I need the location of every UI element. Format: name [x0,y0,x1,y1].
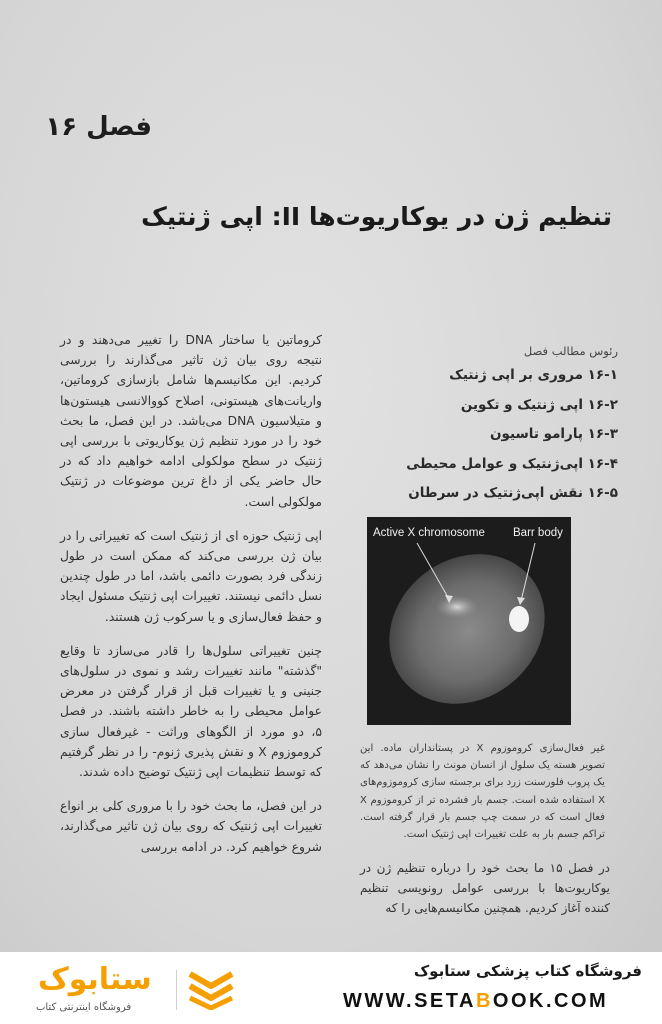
barr-body-signal [509,606,529,632]
url-accent: B [475,990,493,1012]
setabook-logo-icon [186,968,236,1010]
left-column [60,330,322,871]
paragraph: کروماتین یا ساختار DNA را تغییر می‌دهند و در نتیجه روی بیان ژن تاثیر می‌گذارند را بررسی کردیم. این مکانیسم‌ها شامل بازسازی کروماتین، واریانت‌های هیستونی، اصلاح کووالانسی هیستون‌ها و متیلاسیون DNA می‌باشد. در این فصل، ما بحث خود را در مورد تنظیم ژن یوکاریوتی با بررسی اپی ژنتیک در سطح مولکولی ادامه خواهیم داد که در حال حاضر یکی از داغ ترین موضوعات در ژنتیک مولکولی است. [60,333,322,509]
paragraph: چنین تغییراتی سلول‌ها را قادر می‌سازد تا وقایع "گذشته" مانند تغییرات رشد و نموی در سلول‌های جنینی و یا تغییرات قبل از قرار گرفتن در معرض عوامل محیطی را به خاطر داشته باشند. در فصل ۵، دو مورد از الگوهای وراثت - غیرفعال سازی کروموزوم X و نقش پذیری ژنوم- را در نظر گرفتیم که توسط تنظیمات اپی ژنتیک توضیح داده شدند. [60,643,322,780]
outline-item: ۱۶-۳ پارامو تاسیون [490,426,618,442]
figure-caption: غیر فعال‌سازی کروموزوم X در پستانداران ماده. این تصویر هسته یک سلول از انسان مونث را نشان می‌دهد که یک پروب فلورسنت زرد برای برجسته سازی کروموزوم‌های X استفاده شده است. جسم بار فشرده تر از کروموزوم X فعال است که در سمت چپ جسم بار قرار گرفته است. تراکم جسم بار به علت تغییرات اپی ژنتیک است. [360,743,605,841]
outline-item: ۱۶-۴ اپی‌ژنتیک و عوامل محیطی [406,455,618,472]
barr-body-micrograph [367,517,571,725]
label-barr-body: Barr body [513,527,563,539]
right-column-text: در فصل ۱۵ ما بحث خود را درباره تنظیم ژن در یوکاریوت‌ها با بررسی عوامل رونویسی تنظیم کننده آغاز کردیم. همچنین مکانیسم‌هایی را که [360,861,610,915]
nucleus [367,523,571,725]
paragraph: در این فصل، ما بحث خود را با مروری کلی بر انواع تغییرات اپی ژنتیک که روی بیان ژن تاثیر می‌گذارند، شروع خواهیم کرد. در ادامه بررسی [60,799,322,854]
outline-item: ۱۶-۵ نقش اپی‌ژنتیک در سرطان [408,485,618,501]
label-active-x: Active X chromosome [373,527,485,539]
chapter-outline [358,364,618,512]
logo-divider [176,970,177,1010]
chapter-title: تنظیم ژن در یوکاریوت‌ها II: اپی ژنتیک [141,202,612,231]
store-name: فروشگاه کتاب پزشکی ستابوک [413,962,642,980]
nucleus-image [367,517,571,725]
active-x-signal [435,595,479,619]
store-url[interactable] [343,990,608,1013]
url-prefix: WWW.SETA [343,990,476,1012]
url-suffix: OOK.COM [492,990,609,1012]
outline-item: ۱۶-۲ اپی ژنتیک و تکوین [460,396,618,413]
logo-subtitle: فروشگاه اینترنتی کتاب [36,1002,132,1013]
logo-wordmark: ستابوک [38,962,152,997]
chapter-label: فصل ۱۶ [45,112,152,142]
outline-item: ۱۶-۱ مروری بر اپی ژنتیک [449,367,618,383]
outline-heading: رئوس مطالب فصل [523,344,618,358]
paragraph: اپی ژنتیک حوزه ای از ژنتیک است که تغییراتی را در بیان ژن بررسی می‌کند که ممکن است در طول زندگی فرد بصورت دائمی باشد، اما در طول چندین نسل دائمی نیستند. تغییرات اپی ژنتیک مسئول ایجاد و حفظ فعال‌سازی و یا سرکوب ژن هستند. [60,528,322,624]
